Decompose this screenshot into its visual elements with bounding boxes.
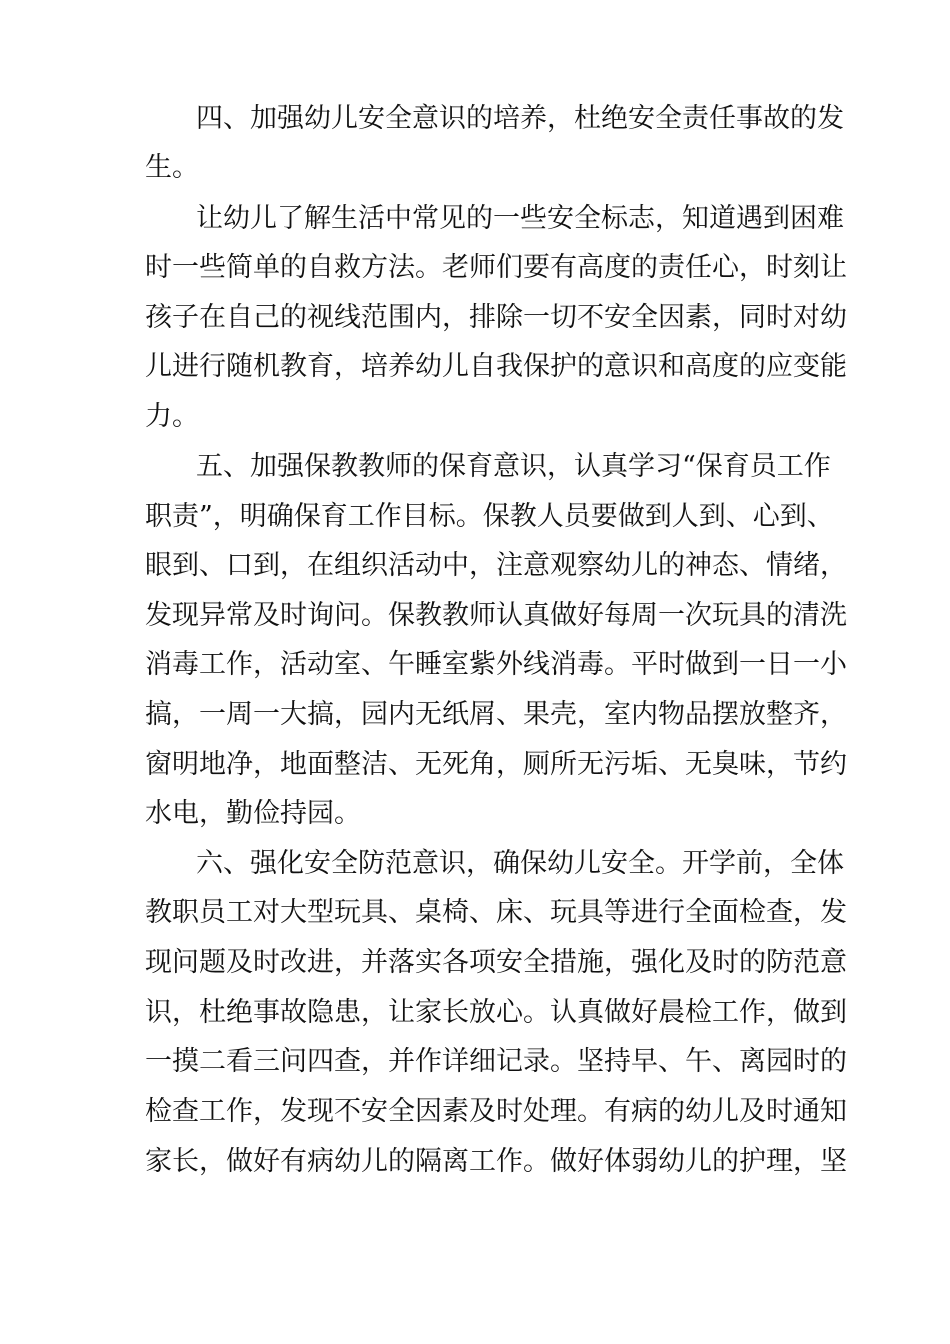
paragraph-5-line-5: 消毒工作，活动室、午睡室紫外线消毒。平时做到一日一小 xyxy=(145,649,847,680)
paragraph-5-line-8: 水电，勤俭持园。 xyxy=(145,798,361,829)
paragraph-5-line-4: 发现异常及时询问。保教教师认真做好每周一次玩具的清洗 xyxy=(145,600,847,631)
paragraph-4b-line-1: 让幼儿了解生活中常见的一些安全标志，知道遇到困难 xyxy=(196,203,844,234)
paragraph-5-line-1: 五、加强保教教师的保育意识，认真学习“保育员工作 xyxy=(196,451,831,482)
paragraph-4b-line-5: 力。 xyxy=(145,401,199,432)
paragraph-5-line-2: 职责”，明确保育工作目标。保教人员要做到人到、心到、 xyxy=(145,501,834,532)
paragraph-6-line-5: 一摸二看三问四查，并作详细记录。坚持早、午、离园时的 xyxy=(145,1046,847,1077)
paragraph-6-line-3: 现问题及时改进，并落实各项安全措施，强化及时的防范意 xyxy=(145,947,847,978)
paragraph-4b-line-4: 儿进行随机教育，培养幼儿自我保护的意识和高度的应变能 xyxy=(145,351,847,382)
paragraph-4b-line-2: 时一些简单的自救方法。老师们要有高度的责任心，时刻让 xyxy=(145,252,847,283)
paragraph-5-line-6: 搞，一周一大搞，园内无纸屑、果壳，室内物品摆放整齐， xyxy=(145,699,847,730)
paragraph-6-line-6: 检查工作，发现不安全因素及时处理。有病的幼儿及时通知 xyxy=(145,1096,847,1127)
paragraph-6-line-7: 家长，做好有病幼儿的隔离工作。做好体弱幼儿的护理，坚 xyxy=(145,1146,847,1177)
paragraph-4-line-1: 四、加强幼儿安全意识的培养，杜绝安全责任事故的发 xyxy=(196,103,844,134)
paragraph-6-line-2: 教职员工对大型玩具、桌椅、床、玩具等进行全面检查，发 xyxy=(145,897,847,928)
paragraph-5-line-3: 眼到、口到，在组织活动中，注意观察幼儿的神态、情绪， xyxy=(145,550,847,581)
paragraph-6-line-1: 六、强化安全防范意识，确保幼儿安全。开学前，全体 xyxy=(196,848,844,879)
paragraph-5-line-7: 窗明地净，地面整洁、无死角，厕所无污垢、无臭味，节约 xyxy=(145,749,847,780)
paragraph-4b-line-3: 孩子在自己的视线范围内，排除一切不安全因素，同时对幼 xyxy=(145,302,847,333)
paragraph-4-line-2: 生。 xyxy=(145,152,199,183)
paragraph-6-line-4: 识，杜绝事故隐患，让家长放心。认真做好晨检工作，做到 xyxy=(145,997,847,1028)
